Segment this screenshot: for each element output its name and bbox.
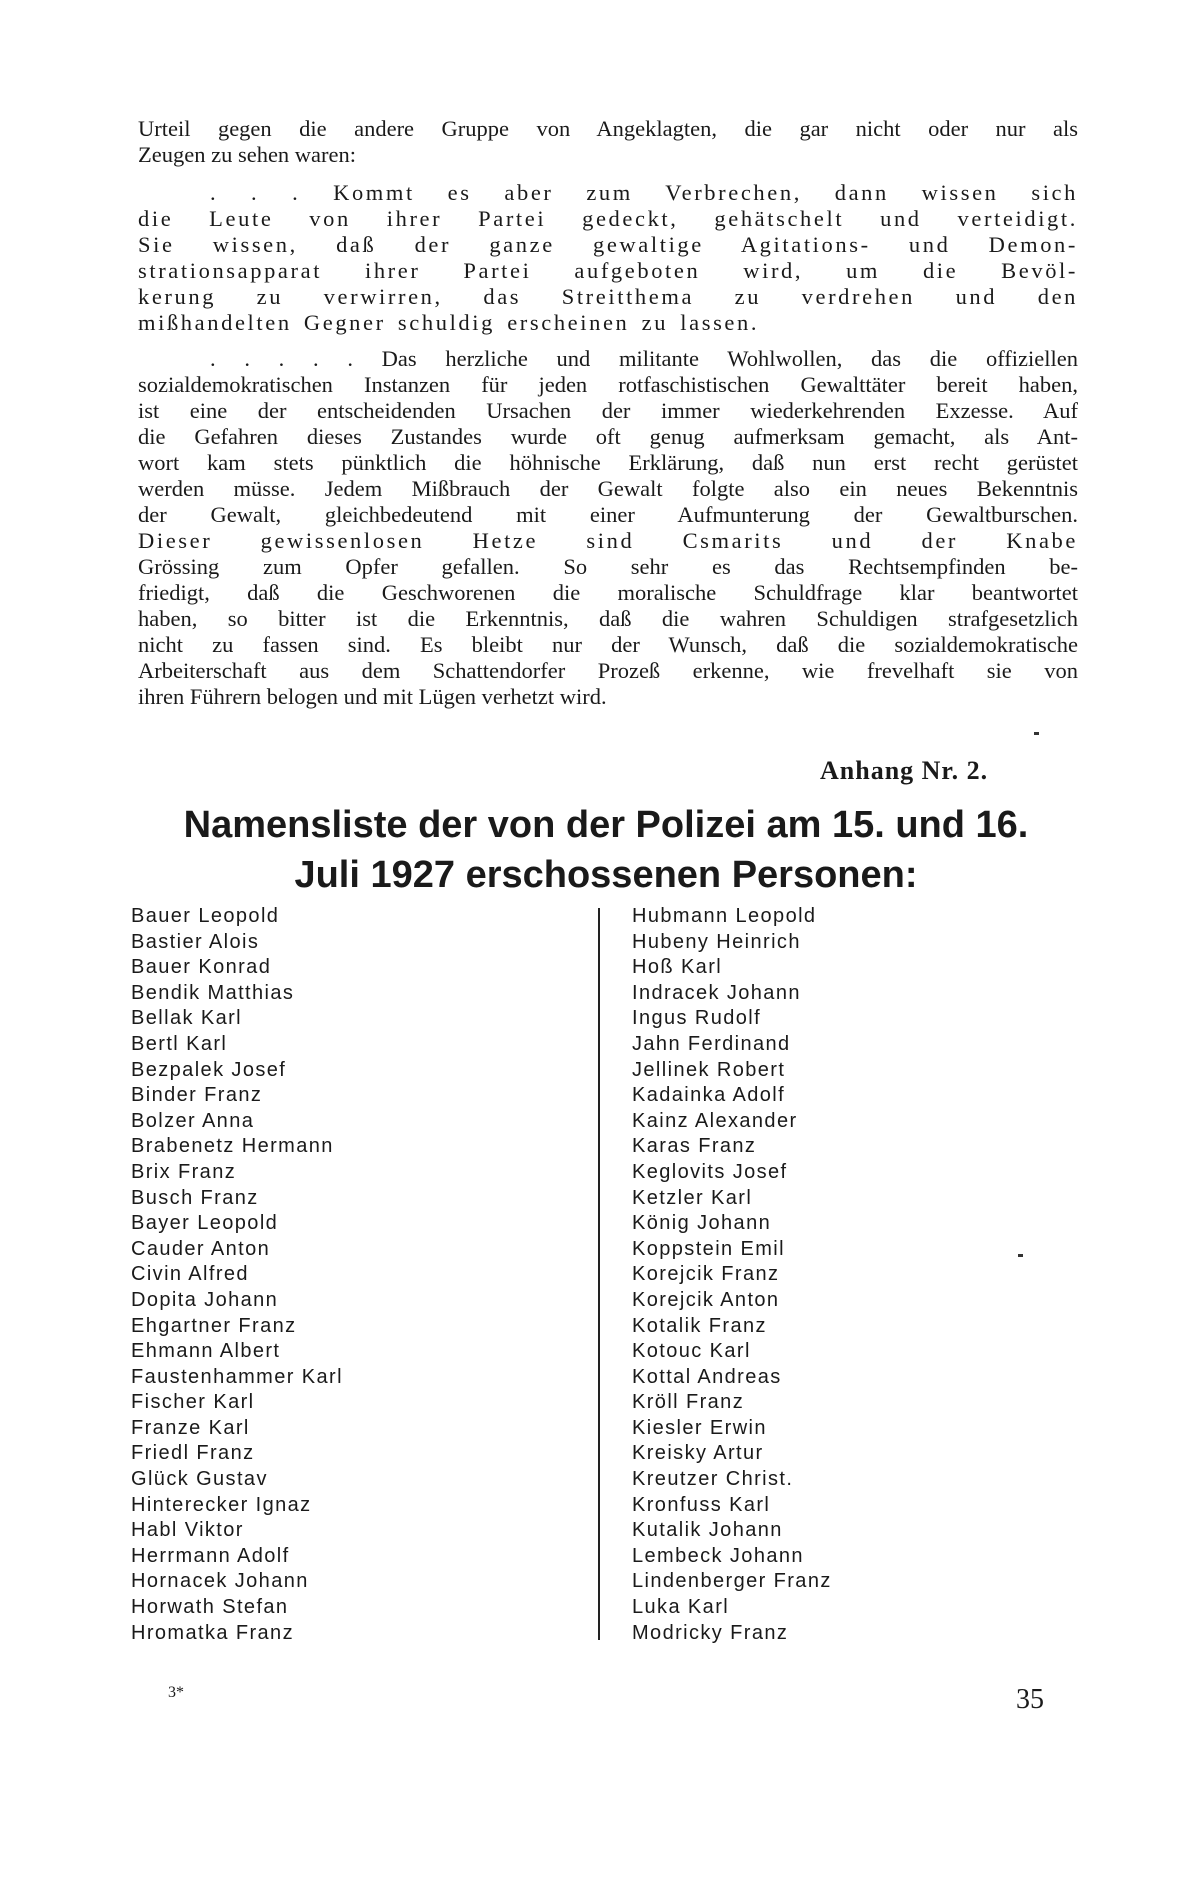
list-item: Kreisky Artur — [632, 1442, 764, 1465]
quote-line: kerung zu verwirren, das Streitthema zu verdrehen und den — [138, 284, 1078, 309]
list-item: Luka Karl — [632, 1596, 730, 1619]
quote-line: der Gewalt, gleichbedeutend mit einer Aufmunterung der Gewaltburschen. — [138, 502, 1078, 527]
quote-line: strationsapparat ihrer Partei aufgeboten wird, um die Bevöl- — [138, 258, 1078, 283]
list-item: Karas Franz — [632, 1135, 757, 1158]
list-item: Binder Franz — [131, 1084, 263, 1107]
list-item: Brix Franz — [131, 1160, 237, 1183]
quote-line: . . . Kommt es aber zum Verbrechen, dann wissen sich — [210, 180, 1078, 205]
list-item: Hornacek Johann — [131, 1570, 309, 1593]
print-speck — [1018, 1254, 1023, 1257]
list-item: Cauder Anton — [131, 1237, 271, 1260]
list-item: Hromatka Franz — [131, 1621, 294, 1644]
quote-line: Arbeiterschaft aus dem Schattendorfer Prozeß erkenne, wie frevelhaft sie von — [138, 658, 1078, 683]
list-item: Busch Franz — [131, 1186, 259, 1209]
list-item: Ehgartner Franz — [131, 1314, 297, 1337]
quote-line: die Leute von ihrer Partei gedeckt, gehätschelt und verteidigt. — [138, 206, 1078, 231]
column-divider — [598, 908, 600, 1640]
list-item: Jahn Ferdinand — [632, 1032, 791, 1055]
quote-line: . . . . . Das herzliche und militante Wohlwollen, das die offiziellen — [210, 346, 1078, 371]
list-item: Bauer Leopold — [131, 905, 280, 927]
quote-line: ist eine der entscheidenden Ursachen der immer wiederkehrenden Exzesse. Auf — [138, 398, 1078, 423]
list-item: Kotalik Franz — [632, 1314, 767, 1337]
list-item: Korejcik Anton — [632, 1288, 780, 1311]
list-item: Brabenetz Hermann — [131, 1135, 334, 1158]
quote-line: Grössing zum Opfer gefallen. So sehr es das Rechtsempfinden be- — [138, 554, 1078, 579]
list-item: Lembeck Johann — [632, 1544, 804, 1567]
list-item: Fischer Karl — [131, 1391, 255, 1414]
list-item: Bolzer Anna — [131, 1109, 255, 1132]
quote-line: nicht zu fassen sind. Es bleibt nur der Wunsch, daß die sozialdemokratische — [138, 632, 1078, 657]
list-item: Hinterecker Ignaz — [131, 1493, 312, 1516]
list-item: Keglovits Josef — [632, 1160, 788, 1183]
list-item: Kröll Franz — [632, 1391, 745, 1414]
quote-line: werden müsse. Jedem Mißbrauch der Gewalt folgte also ein neues Bekenntnis — [138, 476, 1078, 501]
list-item: Habl Viktor — [131, 1519, 244, 1542]
list-item: Dopita Johann — [131, 1288, 279, 1311]
list-item: Ketzler Karl — [632, 1186, 753, 1209]
list-item: Korejcik Franz — [632, 1263, 780, 1286]
list-item: Kainz Alexander — [632, 1109, 798, 1132]
list-item: Kreutzer Christ. — [632, 1468, 794, 1491]
list-item: Glück Gustav — [131, 1468, 268, 1491]
quote-line: wort kam stets pünktlich die höhnische Erklärung, daß nun erst recht gerüstet — [138, 450, 1078, 475]
list-item: Kronfuss Karl — [632, 1493, 771, 1516]
quote-line: sozialdemokratischen Instanzen für jeden rotfaschistischen Gewalttäter bereit haben, — [138, 372, 1078, 397]
quote-line: friedigt, daß die Geschworenen die moralische Schuldfrage klar beantwortet — [138, 580, 1078, 605]
print-speck — [1034, 732, 1039, 735]
list-item: Kotouc Karl — [632, 1340, 751, 1363]
title-line-2: Juli 1927 erschossenen Personen: — [294, 854, 918, 896]
quote-paragraph-1 — [138, 180, 1078, 336]
page-number: 35 — [1016, 1684, 1044, 1715]
list-item: Jellinek Robert — [632, 1058, 786, 1081]
intro-paragraph — [138, 116, 1078, 168]
list-item: Ingus Rudolf — [632, 1007, 762, 1030]
list-item: Bellak Karl — [131, 1007, 242, 1030]
list-item: Bastier Alois — [131, 930, 260, 953]
list-item: Hoß Karl — [632, 956, 723, 979]
quote-line: Dieser gewissenlosen Hetze sind Csmarits und der Knabe — [138, 528, 1078, 553]
page-title — [136, 800, 1076, 900]
list-item: Friedl Franz — [131, 1442, 255, 1465]
quote-paragraph-2 — [138, 346, 1078, 710]
list-item: Horwath Stefan — [131, 1596, 289, 1619]
list-item: Lindenberger Franz — [632, 1570, 832, 1593]
quote-line: ihren Führern belogen und mit Lügen verhetzt wird. — [138, 684, 607, 709]
list-item: Bertl Karl — [131, 1032, 228, 1055]
list-item: König Johann — [632, 1212, 772, 1235]
list-item: Modricky Franz — [632, 1621, 789, 1644]
quote-line: mißhandelten Gegner schuldig erscheinen zu lassen. — [138, 310, 760, 335]
name-list-right — [632, 904, 832, 1646]
appendix-label: Anhang Nr. 2. — [820, 756, 989, 785]
list-item: Koppstein Emil — [632, 1237, 785, 1260]
name-list-left — [131, 904, 343, 1646]
list-item: Bezpalek Josef — [131, 1058, 287, 1081]
title-line-1: Namensliste der von der Polizei am 15. und 16. — [183, 804, 1029, 846]
list-item: Faustenhammer Karl — [131, 1365, 343, 1388]
signature-mark: 3* — [168, 1684, 184, 1701]
list-item: Hubeny Heinrich — [632, 930, 801, 953]
intro-line: Urteil gegen die andere Gruppe von Angeklagten, die gar nicht oder nur als — [138, 116, 1078, 141]
quote-line: haben, so bitter ist die Erkenntnis, daß die wahren Schuldigen strafgesetzlich — [138, 606, 1078, 631]
list-item: Franze Karl — [131, 1416, 250, 1439]
list-item: Indracek Johann — [632, 981, 801, 1004]
quote-line: die Gefahren dieses Zustandes wurde oft genug aufmerksam gemacht, als Ant- — [138, 424, 1078, 449]
list-item: Bendik Matthias — [131, 981, 295, 1004]
intro-line: Zeugen zu sehen waren: — [138, 142, 357, 167]
list-item: Kutalik Johann — [632, 1519, 783, 1542]
list-item: Bauer Konrad — [131, 956, 272, 979]
list-item: Kiesler Erwin — [632, 1416, 767, 1439]
list-item: Herrmann Adolf — [131, 1544, 290, 1567]
list-item: Ehmann Albert — [131, 1340, 281, 1363]
list-item: Hubmann Leopold — [632, 905, 817, 927]
list-item: Kadainka Adolf — [632, 1084, 786, 1107]
list-item: Bayer Leopold — [131, 1212, 279, 1235]
list-item: Civin Alfred — [131, 1263, 249, 1286]
list-item: Kottal Andreas — [632, 1365, 782, 1388]
quote-line: Sie wissen, daß der ganze gewaltige Agitations- und Demon- — [138, 232, 1078, 257]
